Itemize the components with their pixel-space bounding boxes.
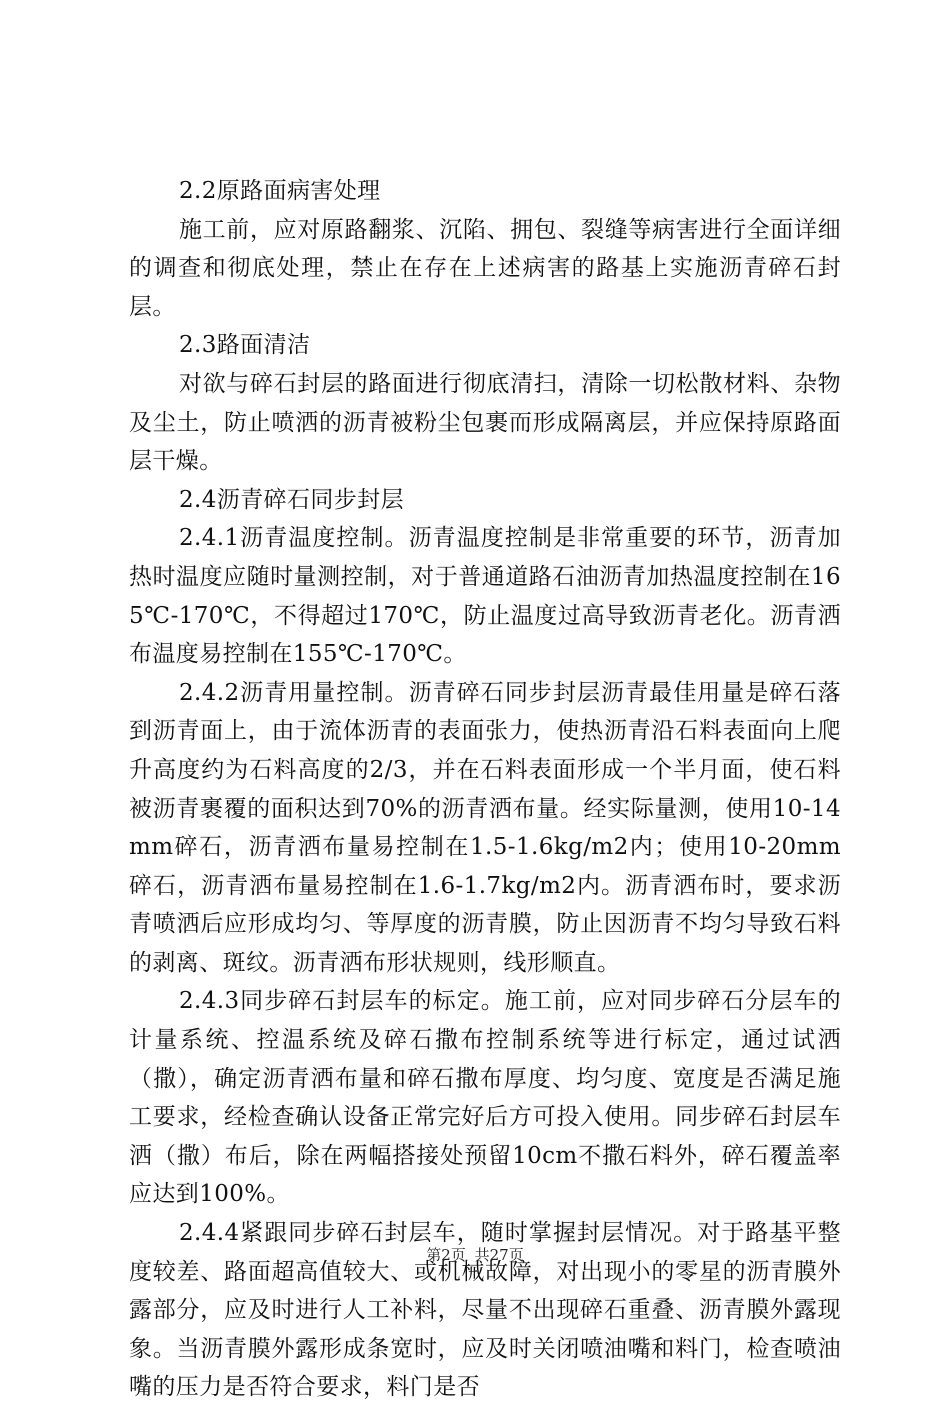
paragraph-2-4-1: 2.4.1沥青温度控制。沥青温度控制是非常重要的环节，沥青加热时温度应随时量测控制，对于普通道路石油沥青加热温度控制在165℃-170℃，不得超过170℃，防止温度过高导致沥青老化。沥青洒布温度易控制在155℃-170℃。 — [129, 525, 841, 668]
page-total: 共27页 — [474, 1246, 524, 1264]
paragraph-2-2: 施工前，应对原路翻浆、沉陷、拥包、裂缝等病害进行全面详细的调查和彻底处理，禁止在存在上述病害的路基上实施沥青碎石封层。 — [129, 216, 841, 320]
section-heading-2-3: 2.3路面清洁 — [179, 332, 311, 359]
paragraph-2-4-4: 2.4.4紧跟同步碎石封层车，随时掌握封层情况。对于路基平整度较差、路面超高值较大、或机械故障，对出现小的零星的沥青膜外露部分，应及时进行人工补料，尽量不出现碎石重叠、沥青膜外露现象。当沥青膜外露形成条宽时，应及时关闭喷油嘴和料门，检查喷油嘴的压力是否符合要求，料门是否 — [129, 1220, 841, 1401]
section-heading-2-4: 2.4沥青碎石同步封层 — [179, 486, 404, 513]
document-body — [129, 172, 841, 1407]
paragraph-2-3: 对欲与碎石封层的路面进行彻底清扫，清除一切松散材料、杂物及尘土，防止喷洒的沥青被粉尘包裹而形成隔离层，并应保持原路面层干燥。 — [129, 370, 841, 475]
section-heading-2-2: 2.2原路面病害处理 — [179, 178, 381, 204]
paragraph-2-4-3: 2.4.3同步碎石封层车的标定。施工前，应对同步碎石分层车的计量系统、控温系统及碎石撒布控制系统等进行标定，通过试洒（撒），确定沥青洒布量和碎石撒布厚度、均匀度、宽度是否满足施工要求，经检查确认设备正常完好后方可投入使用。同步碎石封层车洒（撒）布后，除在两幅搭接处预留10cm不撒石料外，碎石覆盖率应达到100%。 — [129, 988, 841, 1208]
page-footer — [0, 1244, 950, 1265]
page-number: 第2页 — [426, 1246, 466, 1264]
paragraph-2-4-2: 2.4.2沥青用量控制。沥青碎石同步封层沥青最佳用量是碎石落到沥青面上，由于流体沥青的表面张力，使热沥青沿石料表面向上爬升高度约为石料高度的2/3，并在石料表面形成一个半月面，使石料被沥青裹覆的面积达到70%的沥青洒布量。经实际量测，使用10-14mm碎石，沥青洒布量易控制在1.5-1.6kg/m2内；使用10-20mm碎石，沥青洒布量易控制在1.6-1.7kg/m2内。沥青洒布时，要求沥青喷洒后应形成均匀、等厚度的沥青膜，防止因沥青不均匀导致石料的剥离、斑纹。沥青洒布形状规则，线形顺直。 — [129, 679, 841, 976]
